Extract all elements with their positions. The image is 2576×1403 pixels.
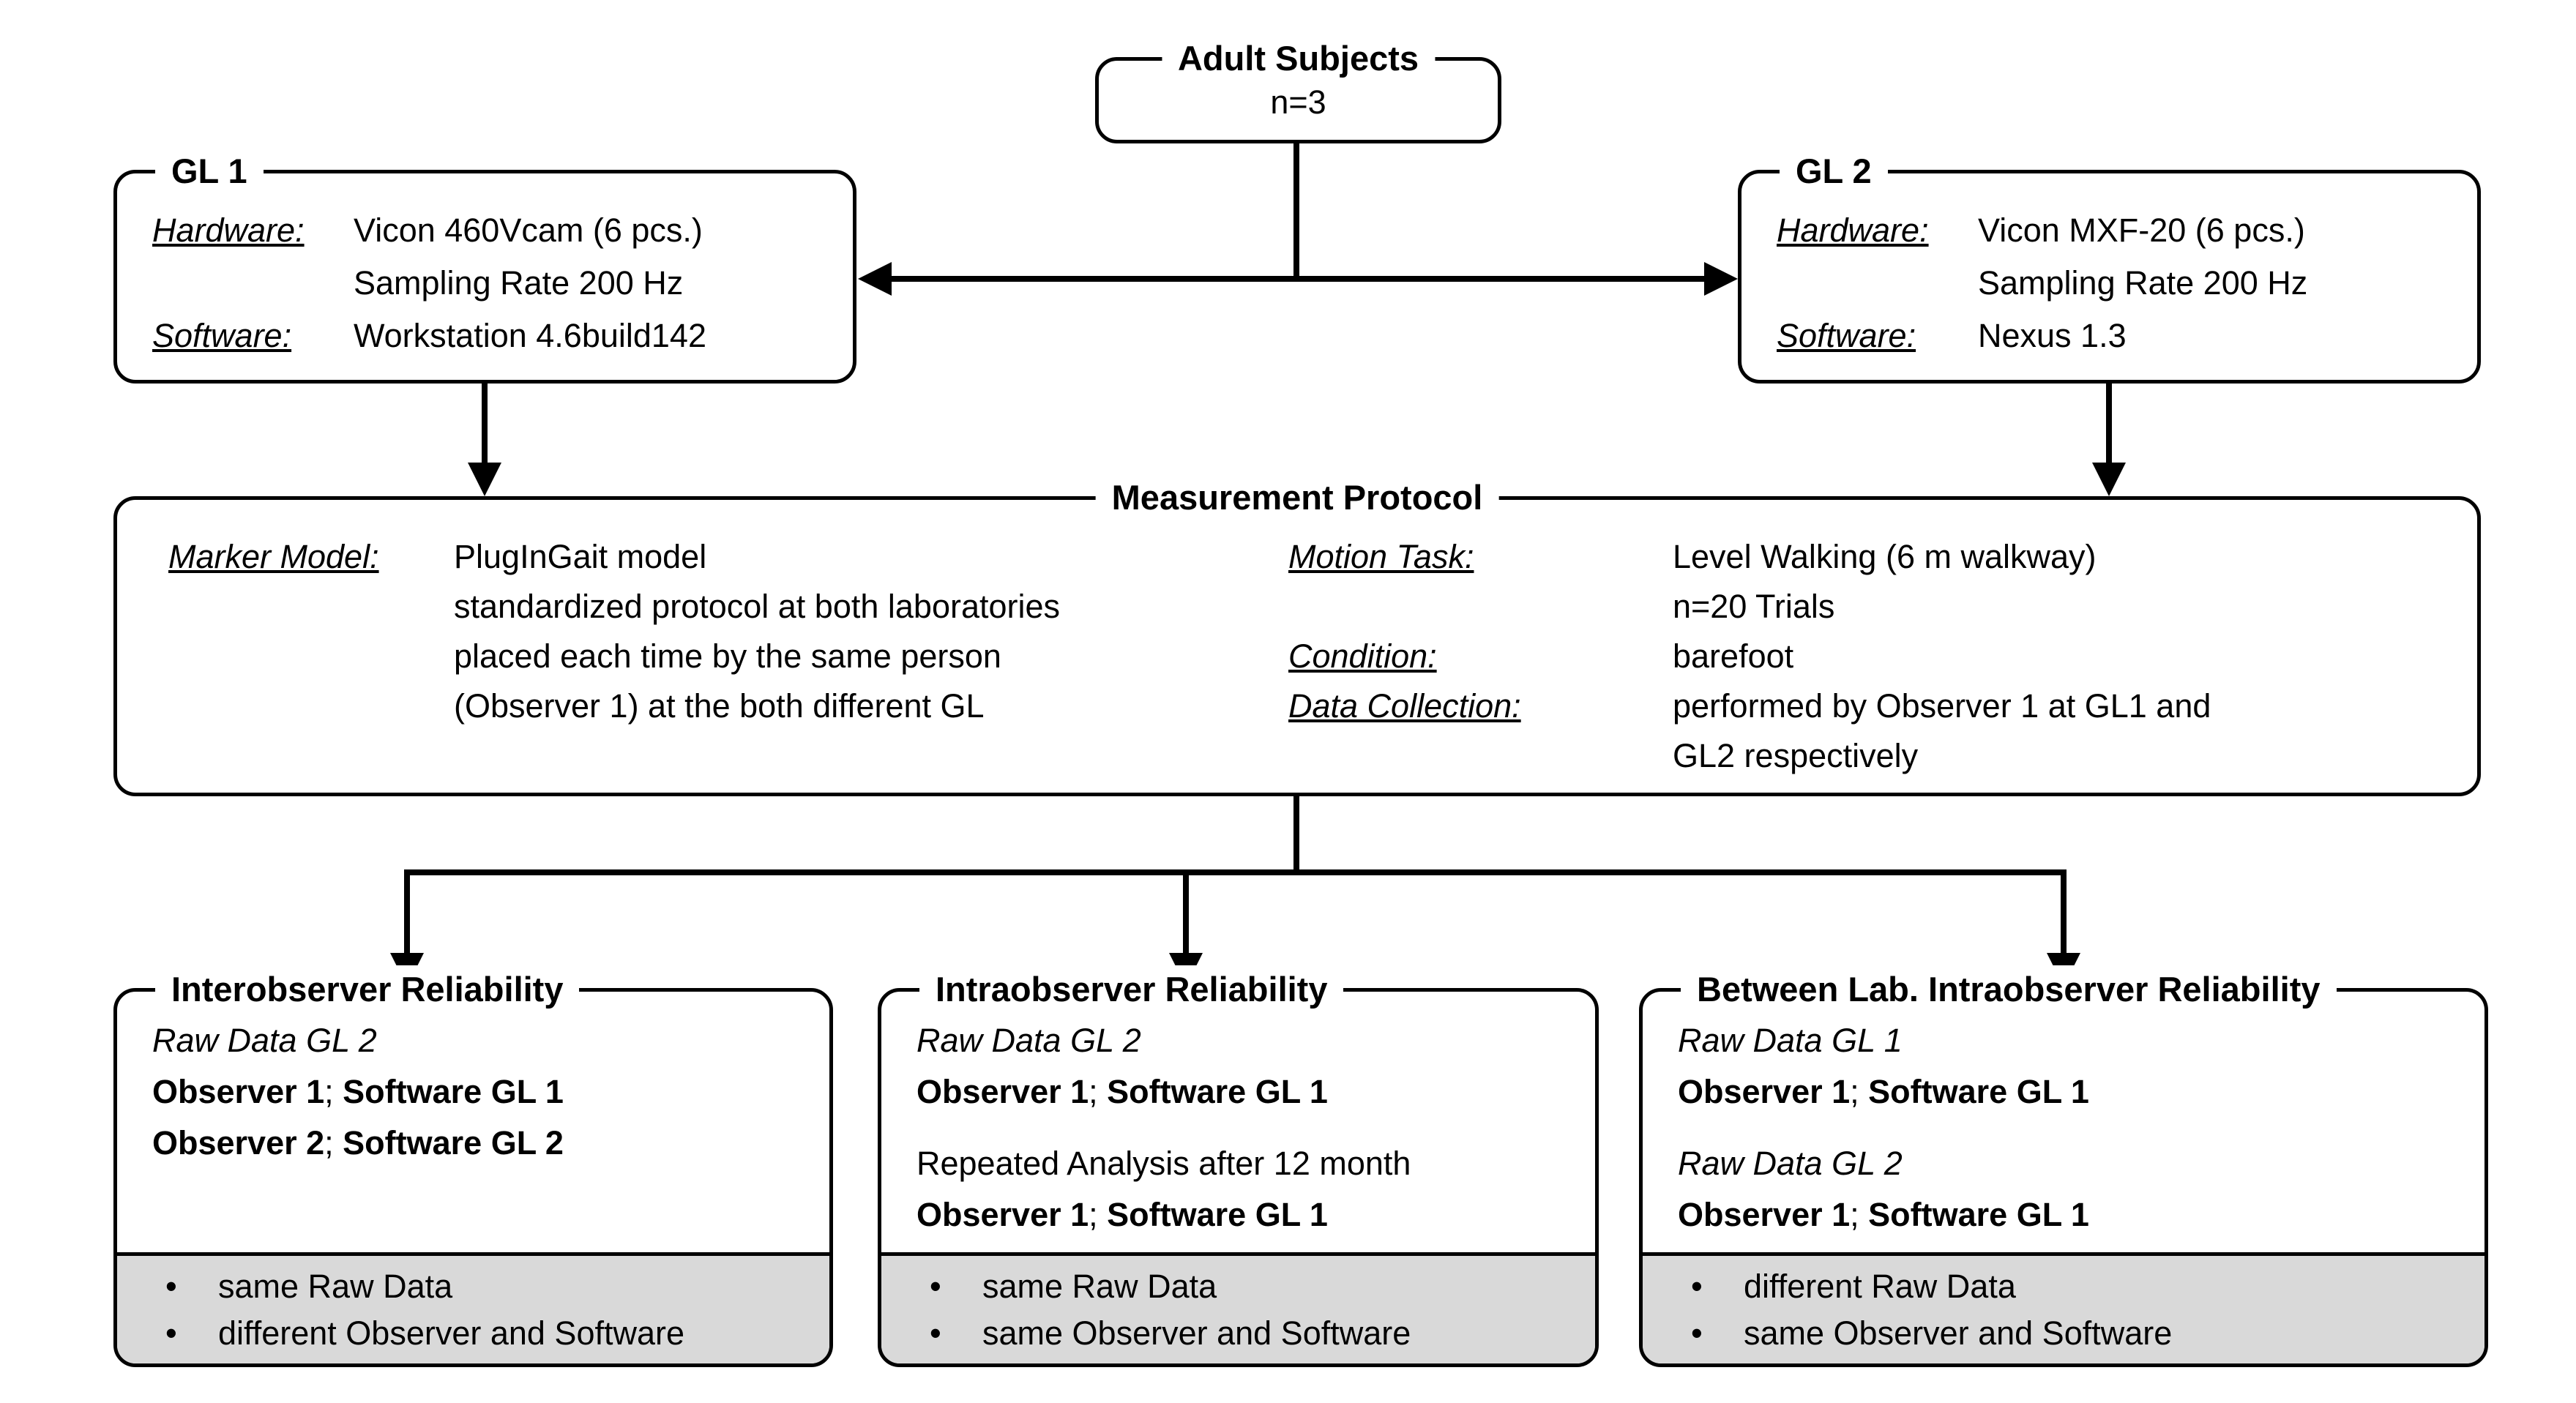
- bullet-item: [930, 1263, 1588, 1310]
- observer-name: Observer 1: [916, 1196, 1089, 1233]
- marker-model-row2: [168, 582, 1288, 632]
- between-lab-body: [1643, 992, 2484, 1252]
- data-collection-row: [1288, 681, 2477, 731]
- data-collection-value: performed by Observer 1 at GL1 and: [1673, 687, 2211, 725]
- arrow-to-gl2-icon: [1704, 262, 1738, 296]
- interobserver-obs2-line: [152, 1118, 815, 1169]
- motion-task-value: Level Walking (6 m walkway): [1673, 538, 2097, 575]
- intraobserver-obs1-line: [916, 1066, 1580, 1118]
- separator: ;: [1850, 1073, 1869, 1110]
- empty-label: [168, 681, 454, 731]
- protocol-stem-line: [1293, 796, 1299, 872]
- condition-label: Condition:: [1288, 637, 1437, 675]
- bullet-icon: •: [165, 1314, 177, 1352]
- empty-label: [1288, 731, 1673, 781]
- observer-name: Observer 1: [1678, 1196, 1851, 1233]
- intraobserver-footer: [881, 1252, 1595, 1363]
- between-lab-raw-data2-line: Raw Data GL 2: [1678, 1145, 1903, 1182]
- gl2-software-value: Nexus 1.3: [1978, 317, 2127, 354]
- gl1-software-row: [152, 310, 832, 362]
- condition-value: barefoot: [1673, 637, 1794, 675]
- separator: ;: [1850, 1196, 1869, 1233]
- interobserver-body: [117, 992, 829, 1252]
- bullet-item: [930, 1310, 1588, 1357]
- marker-model-row4: [168, 681, 1288, 731]
- gl2-to-protocol-line: [2106, 384, 2112, 465]
- branch-left-line: [404, 869, 410, 956]
- marker-model-row3: [168, 632, 1288, 681]
- measurement-protocol-title: Measurement Protocol: [1096, 474, 1499, 522]
- software-name: Software GL 1: [343, 1073, 564, 1110]
- bullet-text: same Raw Data: [218, 1268, 453, 1305]
- interobserver-raw-data-line: Raw Data GL 2: [152, 1022, 377, 1059]
- gl2-hardware-row: [1777, 204, 2457, 257]
- gl1-to-protocol-line: [482, 384, 488, 465]
- motion-task-row: [1288, 532, 2477, 582]
- gl2-sampling-value: Sampling Rate 200 Hz: [1978, 264, 2308, 302]
- gl1-sampling-row: [152, 257, 832, 310]
- marker-model-line2: standardized protocol at both laboratories: [454, 588, 1061, 625]
- gl2-title: GL 2: [1780, 147, 1888, 195]
- software-name: Software GL 1: [1868, 1073, 2089, 1110]
- bullet-icon: •: [930, 1268, 941, 1305]
- marker-model-label: Marker Model:: [168, 538, 379, 575]
- spacer: [916, 1118, 1580, 1138]
- gl2-to-protocol-arrow-icon: [2092, 463, 2126, 496]
- bullet-icon: •: [1691, 1314, 1703, 1352]
- empty-label: [168, 632, 454, 681]
- between-lab-raw-data1-line: Raw Data GL 1: [1678, 1022, 1903, 1059]
- intraobserver-body: [881, 992, 1595, 1252]
- interobserver-obs1-line: [152, 1066, 815, 1118]
- gl1-sampling-value: Sampling Rate 200 Hz: [354, 264, 684, 302]
- gl1-content: [117, 173, 853, 362]
- between-lab-reliability-title: Between Lab. Intraobserver Reliability: [1681, 965, 2337, 1014]
- bullet-item: [1691, 1263, 2477, 1310]
- adult-subjects-box: [1095, 39, 1501, 143]
- measurement-protocol-box: [113, 478, 2481, 796]
- interobserver-reliability-box: [113, 970, 833, 1367]
- arrow-to-gl1-icon: [858, 262, 892, 296]
- trials-row: [1288, 582, 2477, 632]
- protocol-branch-line: [404, 869, 2067, 875]
- gl1-sampling-label: [152, 257, 354, 310]
- separator: ;: [324, 1124, 343, 1161]
- trials-value: n=20 Trials: [1673, 588, 1835, 625]
- protocol-left-column: [168, 532, 1288, 781]
- gl1-title: GL 1: [155, 147, 264, 195]
- motion-task-label: Motion Task:: [1288, 538, 1474, 575]
- root-stem-line: [1293, 143, 1299, 282]
- interobserver-footer: [117, 1252, 829, 1363]
- spacer: [1678, 1118, 2470, 1138]
- marker-model-line3: placed each time by the same person: [454, 637, 1001, 675]
- data-collection-row2: [1288, 731, 2477, 781]
- data-collection-line2: GL2 respectively: [1673, 737, 1919, 774]
- between-lab-reliability-box: [1639, 970, 2488, 1367]
- bullet-text: same Raw Data: [982, 1268, 1217, 1305]
- intraobserver-obs2-line: [916, 1189, 1580, 1241]
- empty-label: [168, 582, 454, 632]
- software-name: Software GL 1: [1107, 1073, 1328, 1110]
- bullet-text: same Observer and Software: [982, 1314, 1411, 1352]
- intraobserver-reliability-box: [878, 970, 1599, 1367]
- gl2-box: [1738, 151, 2481, 384]
- intraobserver-reliability-title: Intraobserver Reliability: [919, 965, 1343, 1014]
- software-name: Software GL 1: [1107, 1196, 1328, 1233]
- separator: ;: [324, 1073, 343, 1110]
- gl1-hardware-value: Vicon 460Vcam (6 pcs.): [354, 212, 703, 249]
- root-branch-line: [890, 276, 1706, 282]
- marker-model-row: [168, 532, 1288, 582]
- gl1-hardware-row: [152, 204, 832, 257]
- observer-name: Observer 1: [916, 1073, 1089, 1110]
- gl2-sampling-label: [1777, 257, 1978, 310]
- protocol-right-column: [1288, 532, 2477, 781]
- separator: ;: [1089, 1073, 1108, 1110]
- gl2-hardware-value: Vicon MXF-20 (6 pcs.): [1978, 212, 2305, 249]
- bullet-text: different Raw Data: [1744, 1268, 2016, 1305]
- gl2-hardware-label: Hardware:: [1777, 212, 1929, 249]
- gl1-box: [113, 151, 856, 384]
- branch-middle-line: [1183, 869, 1189, 956]
- marker-model-line4: (Observer 1) at the both different GL: [454, 687, 985, 725]
- separator: ;: [1089, 1196, 1108, 1233]
- data-collection-label: Data Collection:: [1288, 687, 1521, 725]
- bullet-item: [1691, 1310, 2477, 1357]
- branch-right-line: [2061, 869, 2067, 956]
- adult-subjects-count: n=3: [1270, 83, 1326, 121]
- bullet-item: [165, 1310, 822, 1357]
- gl2-software-label: Software:: [1777, 317, 1916, 354]
- interobserver-reliability-title: Interobserver Reliability: [155, 965, 579, 1014]
- bullet-text: different Observer and Software: [218, 1314, 685, 1352]
- marker-model-value: PlugInGait model: [454, 538, 707, 575]
- gl1-hardware-label: Hardware:: [152, 212, 305, 249]
- between-lab-obs1-line: [1678, 1066, 2470, 1118]
- software-name: Software GL 2: [343, 1124, 564, 1161]
- software-name: Software GL 1: [1868, 1196, 2089, 1233]
- bullet-icon: •: [1691, 1268, 1703, 1305]
- observer-name: Observer 1: [1678, 1073, 1851, 1110]
- bullet-icon: •: [165, 1268, 177, 1305]
- empty-label: [1288, 582, 1673, 632]
- between-lab-footer: [1643, 1252, 2484, 1363]
- bullet-item: [165, 1263, 822, 1310]
- gl1-software-value: Workstation 4.6build142: [354, 317, 706, 354]
- adult-subjects-title: Adult Subjects: [1162, 34, 1435, 83]
- condition-row: [1288, 632, 2477, 681]
- gl2-sampling-row: [1777, 257, 2457, 310]
- between-lab-obs2-line: [1678, 1189, 2470, 1241]
- measurement-protocol-content: [117, 500, 2477, 781]
- gl1-to-protocol-arrow-icon: [468, 463, 501, 496]
- observer-name: Observer 1: [152, 1073, 325, 1110]
- observer-name: Observer 2: [152, 1124, 325, 1161]
- bullet-icon: •: [930, 1314, 941, 1352]
- gl2-content: [1741, 173, 2477, 362]
- intraobserver-raw-data-line: Raw Data GL 2: [916, 1022, 1141, 1059]
- repeated-analysis-line: Repeated Analysis after 12 month: [916, 1145, 1411, 1182]
- gl1-software-label: Software:: [152, 317, 292, 354]
- gl2-software-row: [1777, 310, 2457, 362]
- bullet-text: same Observer and Software: [1744, 1314, 2173, 1352]
